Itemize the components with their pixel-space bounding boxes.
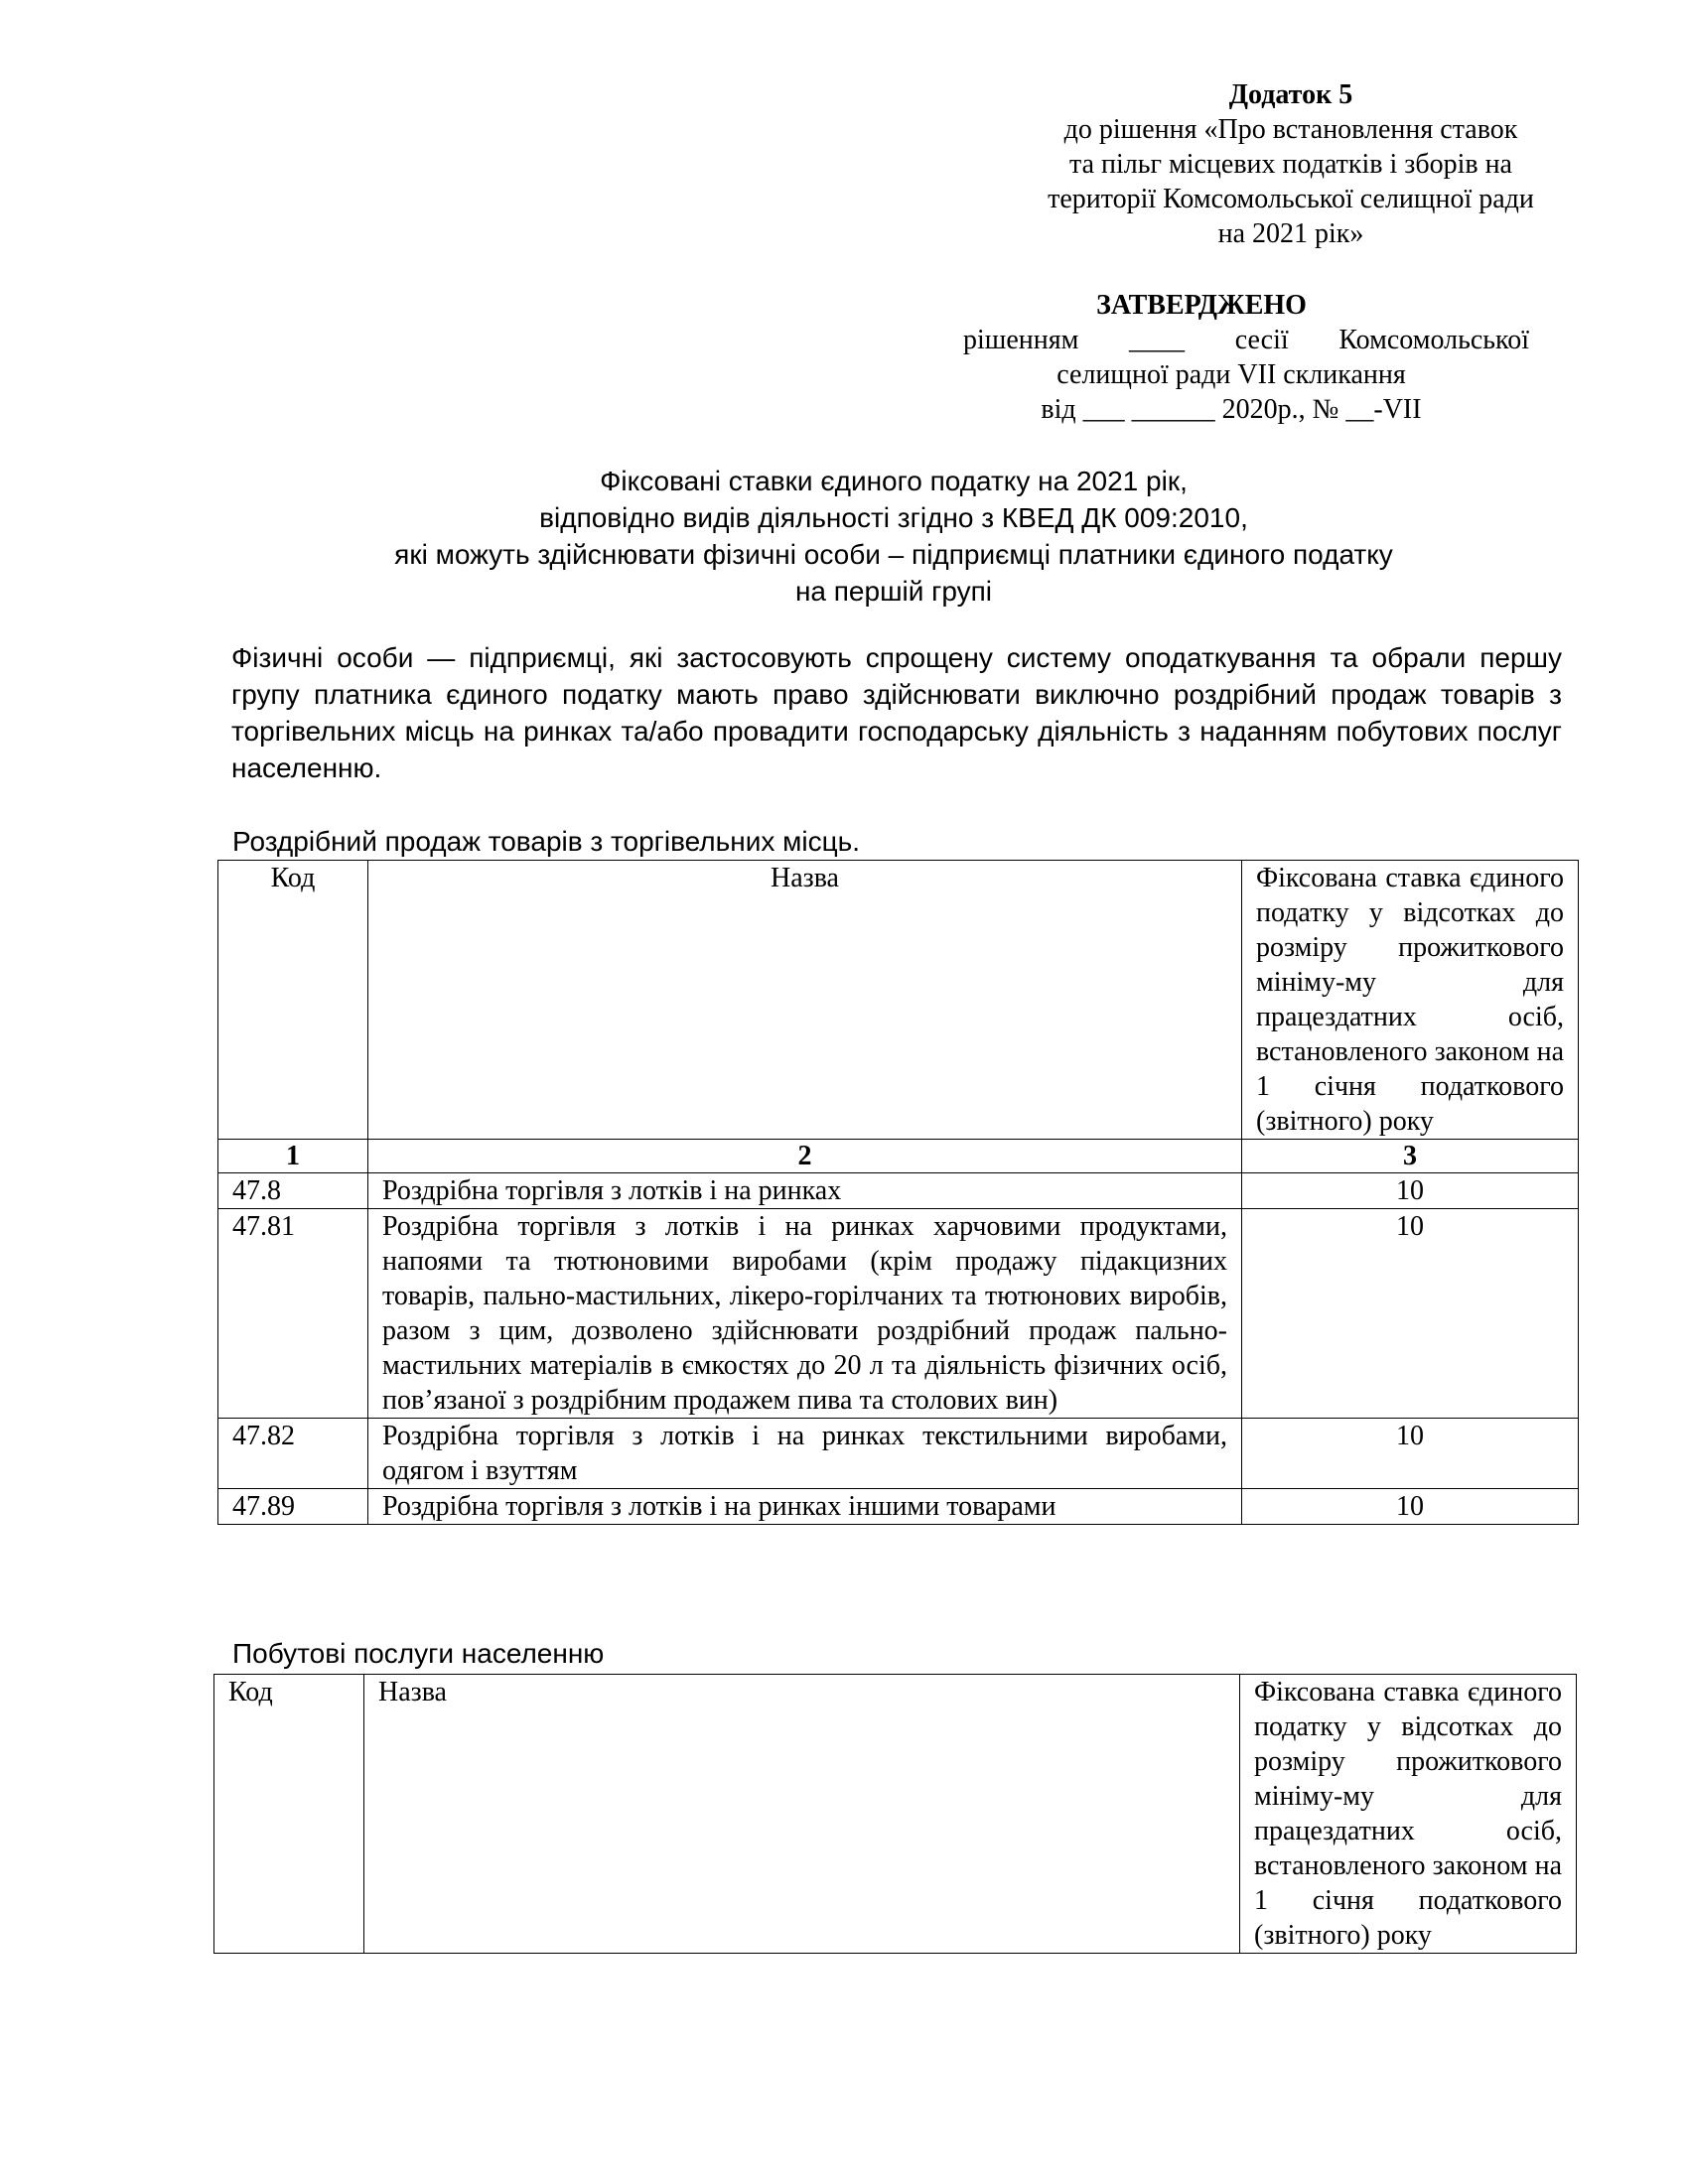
table-row — [218, 1419, 1579, 1489]
row-name: Роздрібна торгівля з лотків і на ринках іншими товарами — [368, 1489, 1242, 1525]
column-number-row — [218, 1140, 1579, 1173]
approval-line: рішенням ____ сесії Комсомольської — [963, 325, 1529, 355]
column-number: 1 — [218, 1140, 368, 1173]
appendix-block — [993, 77, 1589, 251]
appendix-line: та пільг місцевих податків і зборів на — [1068, 149, 1512, 180]
column-number: 3 — [1242, 1140, 1579, 1173]
retail-rates-table — [217, 860, 1579, 1525]
table-row — [218, 1173, 1579, 1209]
table-row — [218, 1209, 1579, 1419]
household-services-table — [213, 1674, 1577, 1954]
header-name: Назва — [368, 861, 1242, 1140]
appendix-line: території Комсомольської селищної ради — [1048, 184, 1534, 214]
appendix-line: на 2021 рік» — [1217, 218, 1364, 249]
table-header-row — [214, 1675, 1577, 1954]
row-rate: 10 — [1242, 1489, 1579, 1525]
approval-title: ЗАТВЕРДЖЕНО — [1096, 290, 1307, 321]
appendix-line: до рішення «Про встановлення ставок — [1063, 114, 1518, 145]
header-code: Код — [214, 1675, 364, 1954]
header-rate: Фіксована ставка єдиного податку у відсотках до розміру прожиткового мініму-му для працездатних осіб, встановленого законом на 1 січня податкового (звітного) року — [1240, 1675, 1577, 1954]
row-rate: 10 — [1242, 1173, 1579, 1209]
document-title-line: які можуть здійснювати фізичні особи – підприємці платники єдиного податку — [394, 539, 1393, 570]
approval-block — [963, 288, 1529, 427]
row-name: Роздрібна торгівля з лотків і на ринках — [368, 1173, 1242, 1209]
approval-line: селищної ради VII скликання — [1056, 359, 1406, 390]
row-name: Роздрібна торгівля з лотків і на ринках текстильними виробами, одягом і взуттям — [368, 1419, 1242, 1489]
document-title-line: відповідно видів діяльності згідно з КВЕД ДК 009:2010, — [539, 502, 1248, 533]
table-header-row — [218, 861, 1579, 1140]
header-code: Код — [218, 861, 368, 1140]
row-code: 47.82 — [218, 1419, 368, 1489]
row-code: 47.89 — [218, 1489, 368, 1525]
document-title-line: на першій групі — [794, 576, 993, 607]
approval-line: від ___ ______ 2020р., № __-VII — [1041, 394, 1422, 425]
document-title — [298, 463, 1489, 610]
column-number: 2 — [368, 1140, 1242, 1173]
appendix-title: Додаток 5 — [1228, 79, 1353, 110]
row-rate: 10 — [1242, 1419, 1579, 1489]
row-code: 47.81 — [218, 1209, 368, 1419]
document-title-line: Фіксовані ставки єдиного податку на 2021 рік, — [600, 466, 1188, 496]
row-rate: 10 — [1242, 1209, 1579, 1419]
row-name: Роздрібна торгівля з лотків і на ринках харчовими продуктами, напоями та тютюновими виробами (крім продажу підакцизних товарів, пально-мастильних, лікеро-горілчаних та тютюнових виробів, разом з цим, дозволено здійснювати роздрібний продаж пально-мастильних матеріалів в ємкостях до 20 л та діяльність фізичних осіб, пов’язаної з роздрібним продажем пива та столових вин) — [368, 1209, 1242, 1419]
header-rate: Фіксована ставка єдиного податку у відсотках до розміру прожиткового мініму-му для працездатних осіб, встановленого законом на 1 січня податкового (звітного) року — [1242, 861, 1579, 1140]
table1-caption: Роздрібний продаж товарів з торгівельних місць. — [232, 826, 860, 857]
row-code: 47.8 — [218, 1173, 368, 1209]
header-name: Назва — [364, 1675, 1240, 1954]
table-row — [218, 1489, 1579, 1525]
table2-caption: Побутові послуги населенню — [232, 1638, 605, 1669]
intro-paragraph: Фізичні особи — підприємці, які застосовують спрощену систему оподаткування та обрали першу групу платника єдиного податку мають право здійснювати виключно роздрібний продаж товарів з торгівельних місць на ринках та/або провадити господарську діяльність з наданням побутових послуг населенню. — [231, 642, 1562, 783]
